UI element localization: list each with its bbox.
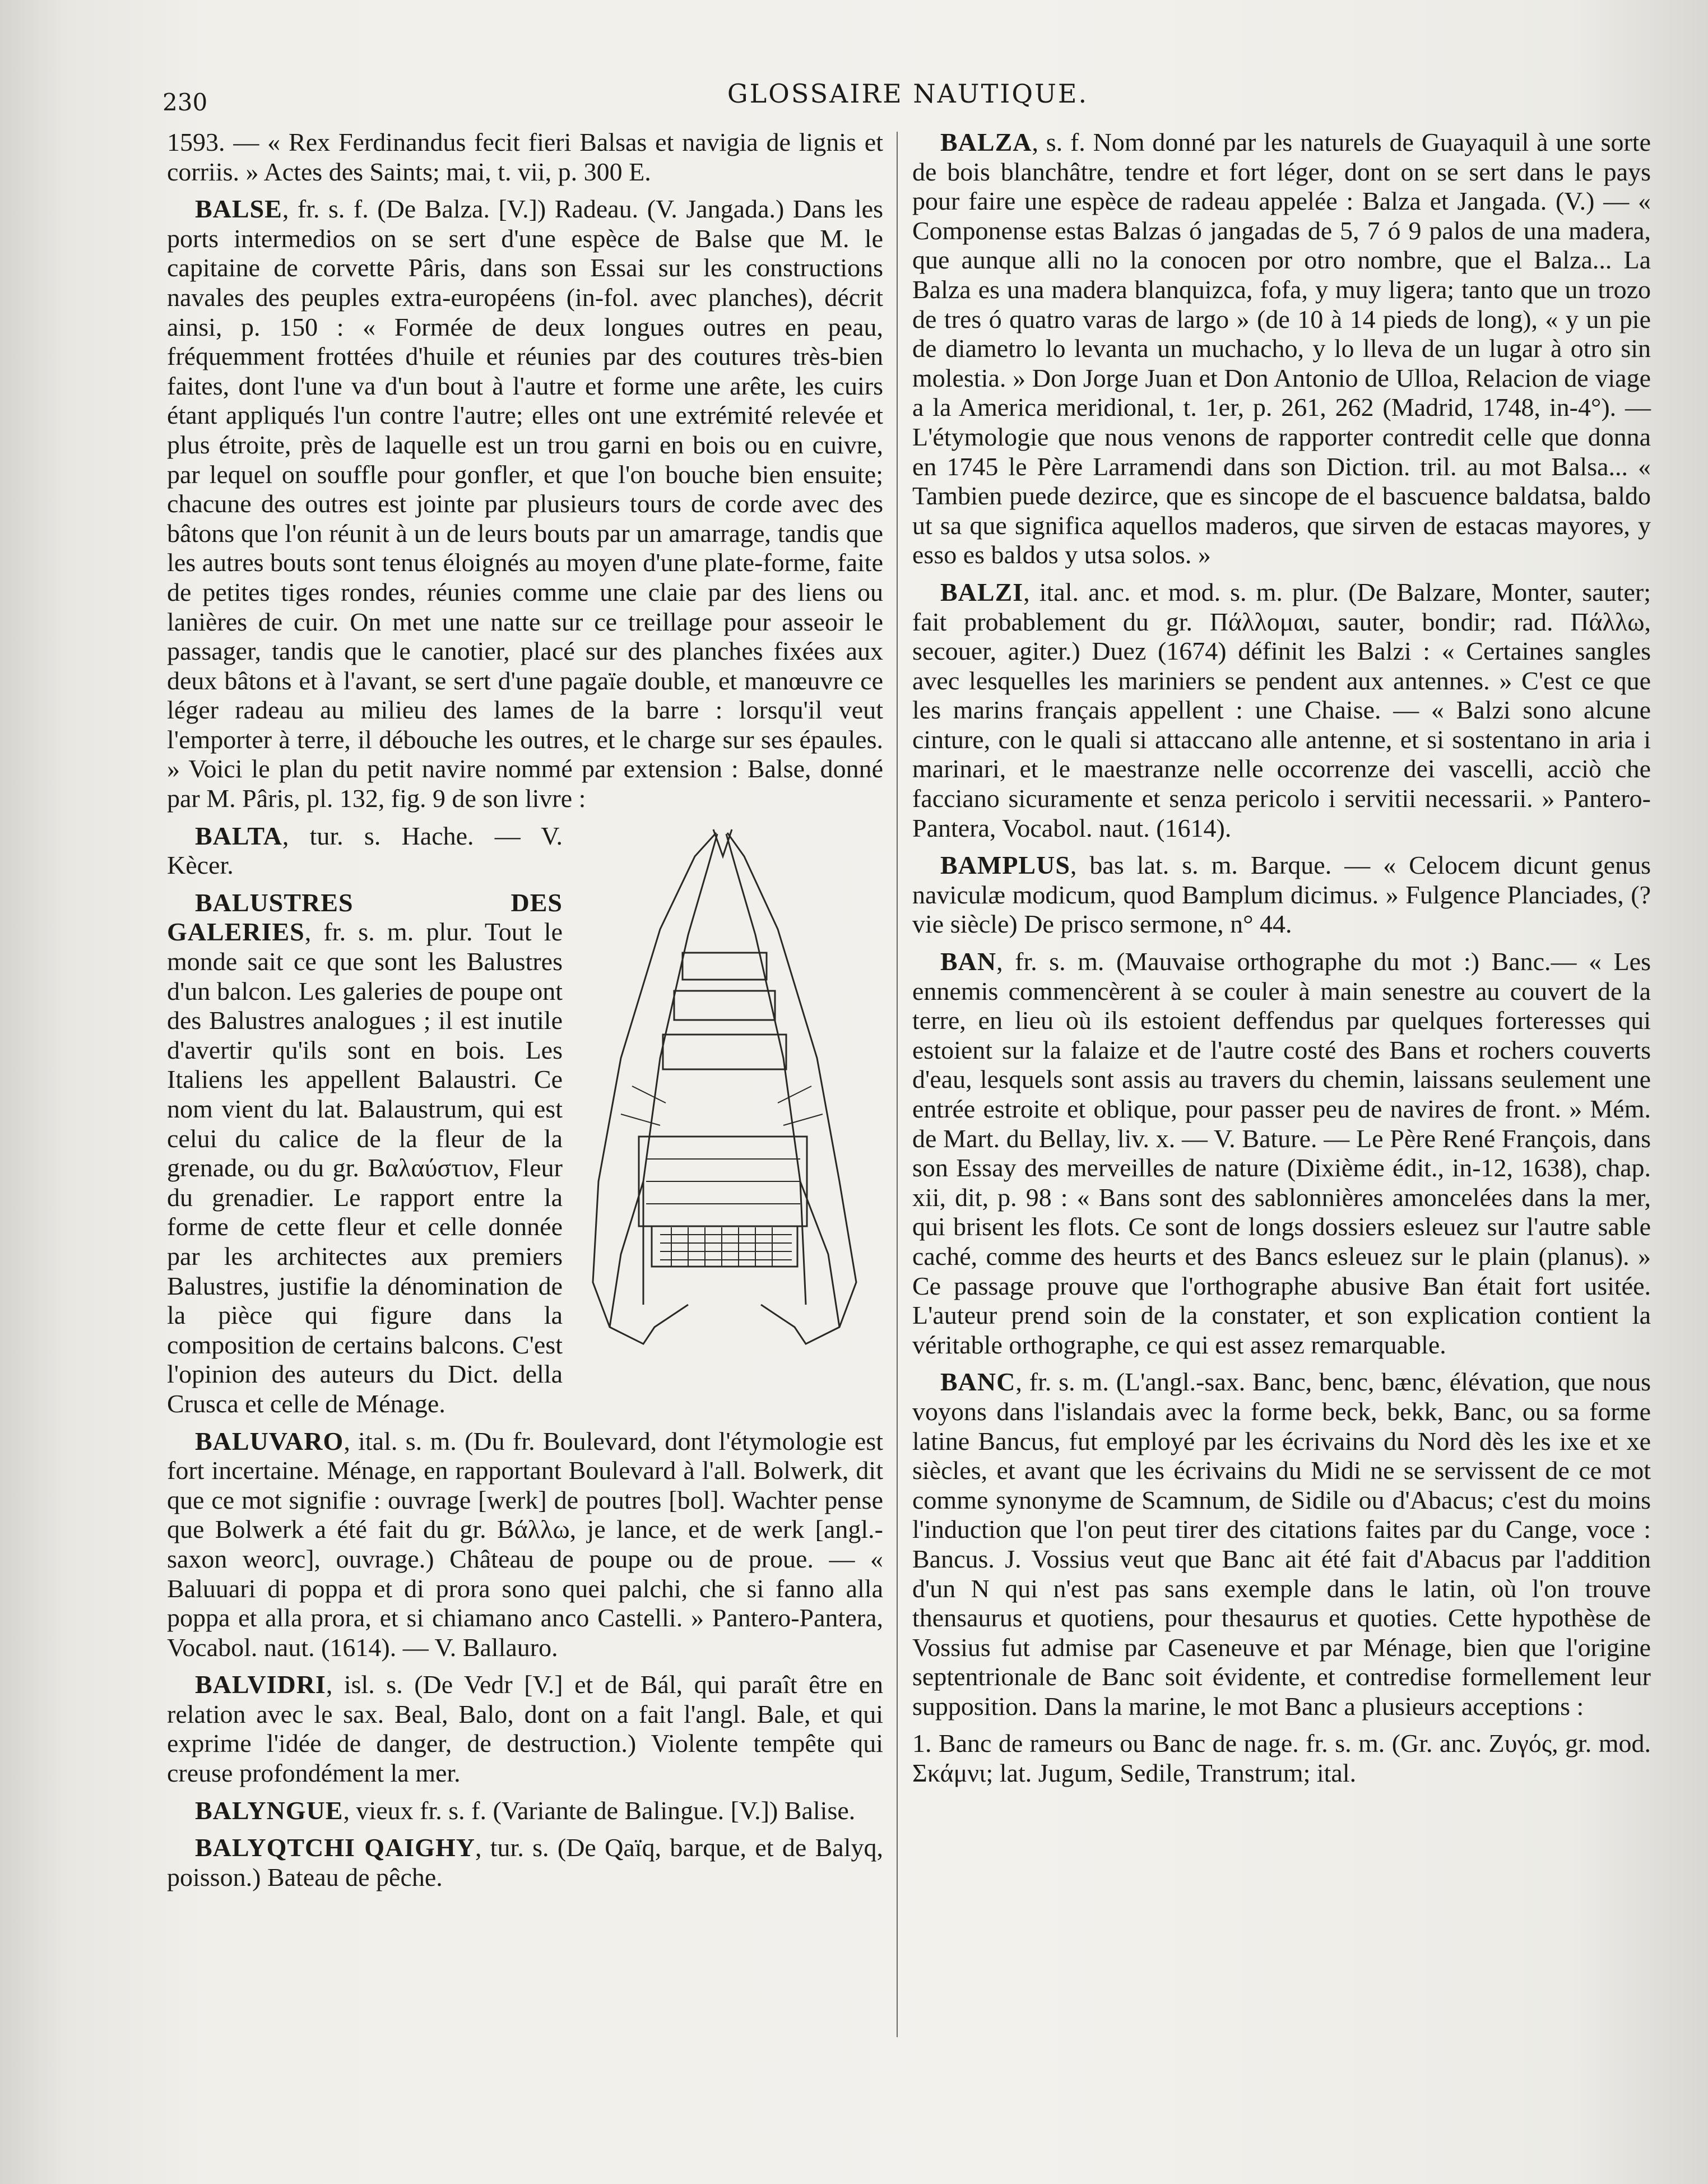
entry-baluvaro (167, 1427, 883, 1663)
entry-banc (912, 1367, 1651, 1721)
headword-bamplus: BAMPLUS (940, 851, 1070, 880)
headword-baluvaro: BALUVARO (195, 1426, 344, 1455)
entry-body: 1. Banc de rameurs ou Banc de nage. fr. s. m. (Gr. anc. Ζυγός, gr. mod. Σκάμνι; lat. Jugum, Sedile, Transtrum; ital. (912, 1729, 1651, 1788)
entry-balyngue (167, 1796, 883, 1826)
entry-body: , s. f. Nom donné par les naturels de Guayaquil à une sorte de bois blanchâtre, tendre et fort léger, dont on se sert dans le pays pour faire une espèce de radeau appelée : Balza et Jangada. (V.) — « Componense estas Balzas ó jangadas de 5, 7 ó 9 palos de una madera, que aunque alli no la conocen por otro nombre, que el Balza... La Balza es una madera blanquizca, fofa, y muy ligera; tanto que un trozo de tres ó quatro varas de largo » (de 10 à 14 pieds de long), « y un pie de diametro lo levanta un muchacho, y lo lleva de un lugar à otro sin molestia. » Don Jorge Juan et Don Antonio de Ulloa, Relacion de viage a la America meridional, t. 1er, p. 261, 262 (Madrid, 1748, in-4°). — L'étymologie que nous venons de rapporter contredit celle que donna en 1745 le Père Larramendi dans son Diction. tril. au mot Balsa... « Tambien puede dezirce, que es sincope de el bascuence baldatsa, baldo ut sa que significa aquellos maderos, que sirven de estacas mayores, y esso es baldos y utsa solos. » (912, 128, 1651, 569)
page-number: 230 (163, 89, 208, 116)
entry-body: , ital. s. m. (Du fr. Boulevard, dont l'étymologie est fort incertaine. Ménage, en rapportant Boulevard à l'all. Bolwerk, dit que ce mot signifie : ouvrage [werk] de poutres [bol]. Wachter pense que Bolwerk a été fait du gr. Βάλλω, je lance, et de werk [angl.-saxon weorc], ouvrage.) Château de poupe ou de proue. — « Baluuari di poppa et di prora sono quei palchi, che si fanno alla poppa et alla prora, et si chiamano anco Castelli. » Pantero-Pantera, Vocabol. naut. (1614). — V. Ballauro. (167, 1426, 883, 1662)
entry-balzi (912, 578, 1651, 843)
entry-body: , fr. s. m. (L'angl.-sax. Banc, benc, bænc, élévation, que nous voyons dans l'islandais avec la forme beck, bekk, Banc, ou sa forme latine Bancus, fut employé par les écrivains du Nord dès les ixe et xe siècles, et avant que les écrivains du Midi ne se servissent de ce mot comme synonyme de Scamnum, de Sidile ou d'Abacus; c'est du moins l'induction que l'on peut tirer des citations faites par du Cange, voce : Bancus. J. Vossius veut que Banc ait été fait d'Abacus par l'addition d'un N qui n'est pas sans exemple dans le latin, où l'on trouve thensaurus et quotiens, pour thesaurus et quoties. Cette hypothèse de Vossius fut admise par Caseneuve et par Ménage, bien que l'origine septentrionale de Banc soit évidente, et contredise formellement leur supposition. Dans la marine, le mot Banc a plusieurs acceptions : (912, 1367, 1651, 1721)
running-header (163, 78, 1653, 118)
headword-banc: BANC (940, 1367, 1016, 1397)
right-column (912, 128, 1651, 1796)
headword-balza: BALZA (940, 128, 1032, 156)
headword-balustres: BALUSTRES DES GALERIES (167, 888, 563, 947)
entry-body: , tur. s. (De Qaïq, barque, et de Balyq, poisson.) Bateau de pêche. (167, 1833, 884, 1891)
entry-banc-de-rameurs (912, 1729, 1651, 1788)
entry-bamplus (912, 851, 1651, 939)
headword-balyngue: BALYNGUE (195, 1796, 344, 1825)
left-column (167, 128, 883, 1900)
entry-body: , tur. s. Hache. — V. Kècer. (167, 821, 563, 880)
headword-balvidri: BALVIDRI (195, 1670, 326, 1699)
entry-balvidri (167, 1670, 883, 1788)
entry-body: , fr. s. m. (Mauvaise orthographe du mot :) Banc.— « Les ennemis commencèrent à se couler à main senestre au couvert de la terre, en lieu où ils estoient deffendus par quelques forteresses qui estoient sur la falaize et de l'autre costé des Bans et rochers couverts d'eau, lesquels sont assis au travers du chemin, laissans seulement une entrée estroite et oblique, pour passer peu de navires de front. » Mém. de Mart. du Bellay, liv. x. — V. Bature. — Le Père René François, dans son Essay des merveilles de nature (Dixième édit., in-12, 1638), chap. xii, dit, p. 98 : « Bans sont des sablonnières amoncelées dans la mer, qui brisent les flots. Ce sont de longs dossiers esleuez sur l'autre sable caché, comme des heurts et des Bancs esleuez sur le plain (planus). » Ce passage prouve que l'orthographe abusive Ban était fort usitée. L'auteur prend soin de la constater, et son explication contient la véritable orthographe, ce qui est assez remarquable. (912, 947, 1651, 1359)
entry-body: , fr. s. f. (De Balza. [V.]) Radeau. (V. Jangada.) Dans les ports intermedios on se sert d'une espèce de Balse que M. le capitaine de corvette Pâris, dans son Essai sur les constructions navales des peuples extra-européens (in-fol. avec planches), décrit ainsi, p. 150 : « Formée de deux longues outres en peau, fréquemment frottées d'huile et réunies par des coutures très-bien faites, dont l'une va d'un bout à l'autre et forme une arête, les cuirs étant appliqués l'un contre l'autre; elles ont une extrémité relevée et plus étroite, près de laquelle est un trou garni en bois ou en cuivre, par lequel on souffle pour gonfler, et que l'on bouche bien ensuite; chacune des outres est jointe par plusieurs tours de corde avec des bâtons que l'on réunit à un de leurs bouts par un amarrage, tandis que les autres bouts sont tenus éloignés au moyen d'une plate-forme, faite de petites tiges rondes, réunies comme une claie par des liens ou lanières de cuir. On met une natte sur ce treillage pour asseoir le passager, tandis que le canotier, placé sur des planches fixées aux deux bâtons et à l'avant, se sert d'une pagaïe double, et manœuvre ce léger radeau au milieu des lames de la barre : lorsqu'il veut l'emporter à terre, il débouche les outres, et le charge sur ses épaules. » Voici le plan du petit navire nommé par extension : Balse, donné par M. Pâris, pl. 132, fig. 9 de son livre : (167, 194, 883, 813)
entry-body: , vieux fr. s. f. (Variante de Balingue. [V.]) Balise. (343, 1796, 856, 1825)
headword-balse: BALSE (195, 194, 282, 224)
entry-body: , ital. anc. et mod. s. m. plur. (De Balzare, Monter, sauter; fait probablement du gr. Πάλλομαι, sauter, bondir; rad. Πάλλω, secouer, agiter.) Duez (1674) définit les Balzi : « Certaines sangles avec lesquelles les mariniers se pendent aux antennes. » C'est ce que les marins français appellent : une Chaise. — « Balzi sono alcune cinture, con le quali si attaccano alle antenne, et si sostentano in aria i marinari, et le maestranze nelle occorrenze dei vascelli, acciò che facciano sicuramente et senza pericolo i servitii necessarii. » Pantero-Pantera, Vocabol. naut. (1614). (912, 577, 1651, 842)
entry-ban (912, 947, 1651, 1360)
entry-body: , isl. s. (De Vedr [V.] et de Bál, qui paraît être en relation avec le sax. Beal, Balo, dont on a fait l'angl. Bale, et qui exprime l'idée de danger, de destruction.) Violente tempête qui creuse profondément la mer. (167, 1670, 883, 1788)
balse-raft-drawing (576, 823, 883, 1358)
entry-body: , bas lat. s. m. Barque. — « Celocem dicunt genus naviculæ modicum, quod Bamplum dicimus. » Fulgence Planciades, (? vie siècle) De prisco sermone, n° 44. (912, 851, 1651, 939)
headword-ban: BAN (940, 947, 997, 976)
page-title: GLOSSAIRE NAUTIQUE. (727, 78, 1089, 109)
entry-balza (912, 128, 1651, 570)
balse-raft-illustration (576, 823, 883, 1358)
entry-body: , fr. s. m. plur. Tout le monde sait ce que sont les Balustres d'un balcon. Les galeries de poupe ont des Balustres analogues ; il est inutile d'avertir qu'ils sont en bois. Les Italiens les appellent Balaustri. Ce nom vient du lat. Balaustrum, qui est celui du calice de la fleur de la grenade, ou du gr. Βαλαύστιον, Fleur du grenadier. Le rapport entre la forme de cette fleur et celle donnée par les architectes aux premiers Balustres, justifie la dénomination de la pièce qui figure dans la composition de certains balcons. C'est l'opinion des auteurs du Dict. della Crusca et celle de Ménage. (167, 917, 563, 1418)
entry-balyqtchi-qaighy (167, 1833, 883, 1892)
headword-balzi: BALZI (940, 577, 1024, 606)
entry-balse (167, 194, 883, 813)
entry-1593-quote: 1593. — « Rex Ferdinandus fecit fieri Balsas et navigia de lignis et corriis. » Actes des Saints; mai, t. vii, p. 300 E. (167, 128, 883, 186)
headword-balta: BALTA (195, 821, 282, 850)
column-divider (897, 132, 898, 2037)
headword-balyqtchi: BALYQTCHI QAIGHY (195, 1833, 475, 1862)
